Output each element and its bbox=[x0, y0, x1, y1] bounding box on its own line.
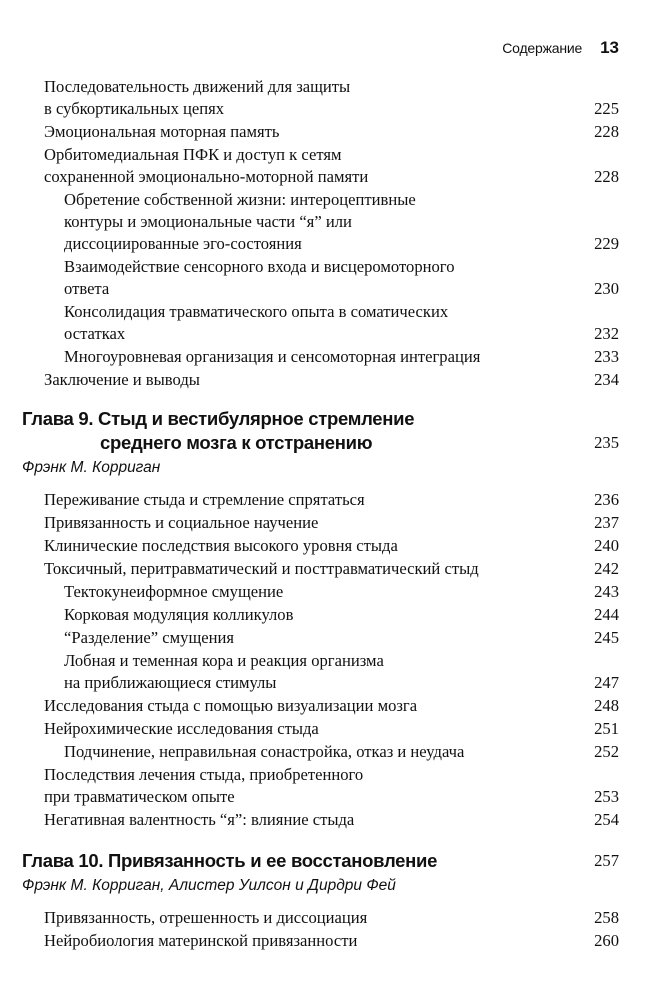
toc-entry-page: 233 bbox=[594, 347, 619, 366]
toc-entry-title: “Разделение” смущения bbox=[64, 628, 235, 647]
toc-entry-title: Привязанность, отрешенность и диссоциация bbox=[44, 908, 368, 927]
toc-group-ch9-b-sub bbox=[22, 741, 619, 763]
toc-entry bbox=[22, 512, 619, 534]
toc-group-ch10 bbox=[22, 907, 619, 952]
toc-entry bbox=[22, 581, 619, 603]
toc-entry bbox=[22, 301, 619, 345]
toc-entry-page: 230 bbox=[594, 279, 619, 298]
toc-entry bbox=[22, 627, 619, 649]
toc-group-ch9-c bbox=[22, 764, 619, 831]
toc-entry bbox=[22, 369, 619, 391]
toc-entry-title: Эмоциональная моторная память bbox=[44, 122, 280, 141]
chapter-page: 257 bbox=[594, 851, 619, 870]
toc-group-ch9-a-sub bbox=[22, 581, 619, 694]
toc-entry-page: 225 bbox=[594, 99, 619, 118]
running-header-section: Содержание bbox=[502, 40, 583, 56]
toc-entry-page: 258 bbox=[594, 908, 619, 927]
toc-entry-page: 245 bbox=[594, 628, 619, 647]
chapter-heading-9 bbox=[22, 407, 619, 455]
toc-entry-page: 236 bbox=[594, 490, 619, 509]
chapter-title-line1: Глава 9. Стыд и вестибулярное стремление bbox=[22, 408, 415, 429]
running-header-page-number: 13 bbox=[600, 38, 619, 57]
toc-entry-title: Исследования стыда с помощью визуализации мозга bbox=[44, 696, 418, 715]
toc-entry-title: Привязанность и социальное научение bbox=[44, 513, 319, 532]
toc-entry bbox=[22, 604, 619, 626]
toc-entry-page: 242 bbox=[594, 559, 619, 578]
toc-entry-page: 228 bbox=[594, 122, 619, 141]
toc-entry-page: 248 bbox=[594, 696, 619, 715]
toc-entry-title: Тектокунеиформное смущение bbox=[64, 582, 284, 601]
toc-entry-page: 232 bbox=[594, 324, 619, 343]
toc-entry-page: 252 bbox=[594, 742, 619, 761]
toc-entry-page: 237 bbox=[594, 513, 619, 532]
toc-entry-title: Консолидация травматического опыта в соматических остатках bbox=[64, 302, 449, 343]
toc-entry bbox=[22, 256, 619, 300]
toc-entry-page: 240 bbox=[594, 536, 619, 555]
toc-entry bbox=[22, 907, 619, 929]
toc-entry-title: Корковая модуляция колликулов bbox=[64, 605, 294, 624]
toc-entry-title: Токсичный, перитравматический и посттравматический стыд bbox=[44, 559, 479, 578]
chapter-title-line2: среднего мозга к отстранению bbox=[100, 432, 373, 453]
toc-entry bbox=[22, 764, 619, 808]
toc-entry-page: 228 bbox=[594, 167, 619, 186]
toc-entry-title: Переживание стыда и стремление спрятаться bbox=[44, 490, 365, 509]
toc-entry bbox=[22, 718, 619, 740]
toc-entry bbox=[22, 189, 619, 255]
toc-entry bbox=[22, 930, 619, 952]
toc-entry bbox=[22, 346, 619, 368]
toc-entry-title: Заключение и выводы bbox=[44, 370, 200, 389]
toc-entry-title: Нейробиология материнской привязанности bbox=[44, 931, 358, 950]
toc-entry-title: Обретение собственной жизни: интероцептивные контуры и эмоциональные части “я” или диссоциированные эго-состояния bbox=[64, 190, 416, 253]
toc-entry-page: 254 bbox=[594, 810, 619, 829]
chapter-heading-10 bbox=[22, 849, 619, 873]
toc-group-before bbox=[22, 76, 619, 188]
toc-entry bbox=[22, 695, 619, 717]
running-header bbox=[502, 38, 619, 58]
toc-entry-title: Последствия лечения стыда, приобретенного при травматическом опыте bbox=[44, 765, 364, 806]
toc-entry bbox=[22, 650, 619, 694]
toc-entry-page: 243 bbox=[594, 582, 619, 601]
toc-entry-page: 251 bbox=[594, 719, 619, 738]
toc-group-before-sub bbox=[22, 189, 619, 368]
toc-entry-title: Клинические последствия высокого уровня стыда bbox=[44, 536, 398, 555]
toc-entry-page: 247 bbox=[594, 673, 619, 692]
toc-entry bbox=[22, 741, 619, 763]
toc-entry-page: 234 bbox=[594, 370, 619, 389]
toc-entry-page: 244 bbox=[594, 605, 619, 624]
chapter-page: 235 bbox=[594, 433, 619, 452]
toc-entry-title: Орбитомедиальная ПФК и доступ к сетям сохраненной эмоционально-моторной памяти bbox=[44, 145, 369, 186]
chapter-authors: Фрэнк М. Корриган bbox=[22, 459, 161, 476]
toc-entry bbox=[22, 535, 619, 557]
toc-entry bbox=[22, 489, 619, 511]
toc-group-ch9-a bbox=[22, 489, 619, 580]
toc-entry-page: 253 bbox=[594, 787, 619, 806]
toc-entry-page: 229 bbox=[594, 234, 619, 253]
chapter-authors: Фрэнк М. Корриган, Алистер Уилсон и Дирдри Фей bbox=[22, 877, 396, 894]
toc-entry bbox=[22, 809, 619, 831]
toc-entry-title: Негативная валентность “я”: влияние стыда bbox=[44, 810, 355, 829]
toc-entry bbox=[22, 144, 619, 188]
toc-entry-page: 260 bbox=[594, 931, 619, 950]
toc-group-ch9-b bbox=[22, 695, 619, 740]
toc-entry-title: Взаимодействие сенсорного входа и висцеромоторного ответа bbox=[64, 257, 455, 298]
chapter-title: Глава 10. Привязанность и ее восстановление bbox=[22, 850, 438, 871]
toc-entry bbox=[22, 121, 619, 143]
toc-entry-title: Лобная и теменная кора и реакция организма на приближающиеся стимулы bbox=[64, 651, 384, 692]
toc-entry bbox=[22, 558, 619, 580]
toc-entry-title: Нейрохимические исследования стыда bbox=[44, 719, 319, 738]
toc-entry bbox=[22, 76, 619, 120]
table-of-contents bbox=[22, 76, 619, 953]
toc-entry-title: Подчинение, неправильная сонастройка, отказ и неудача bbox=[64, 742, 465, 761]
toc-entry-title: Многоуровневая организация и сенсомоторная интеграция bbox=[64, 347, 481, 366]
toc-entry-title: Последовательность движений для защиты в субкортикальных цепях bbox=[44, 77, 351, 118]
